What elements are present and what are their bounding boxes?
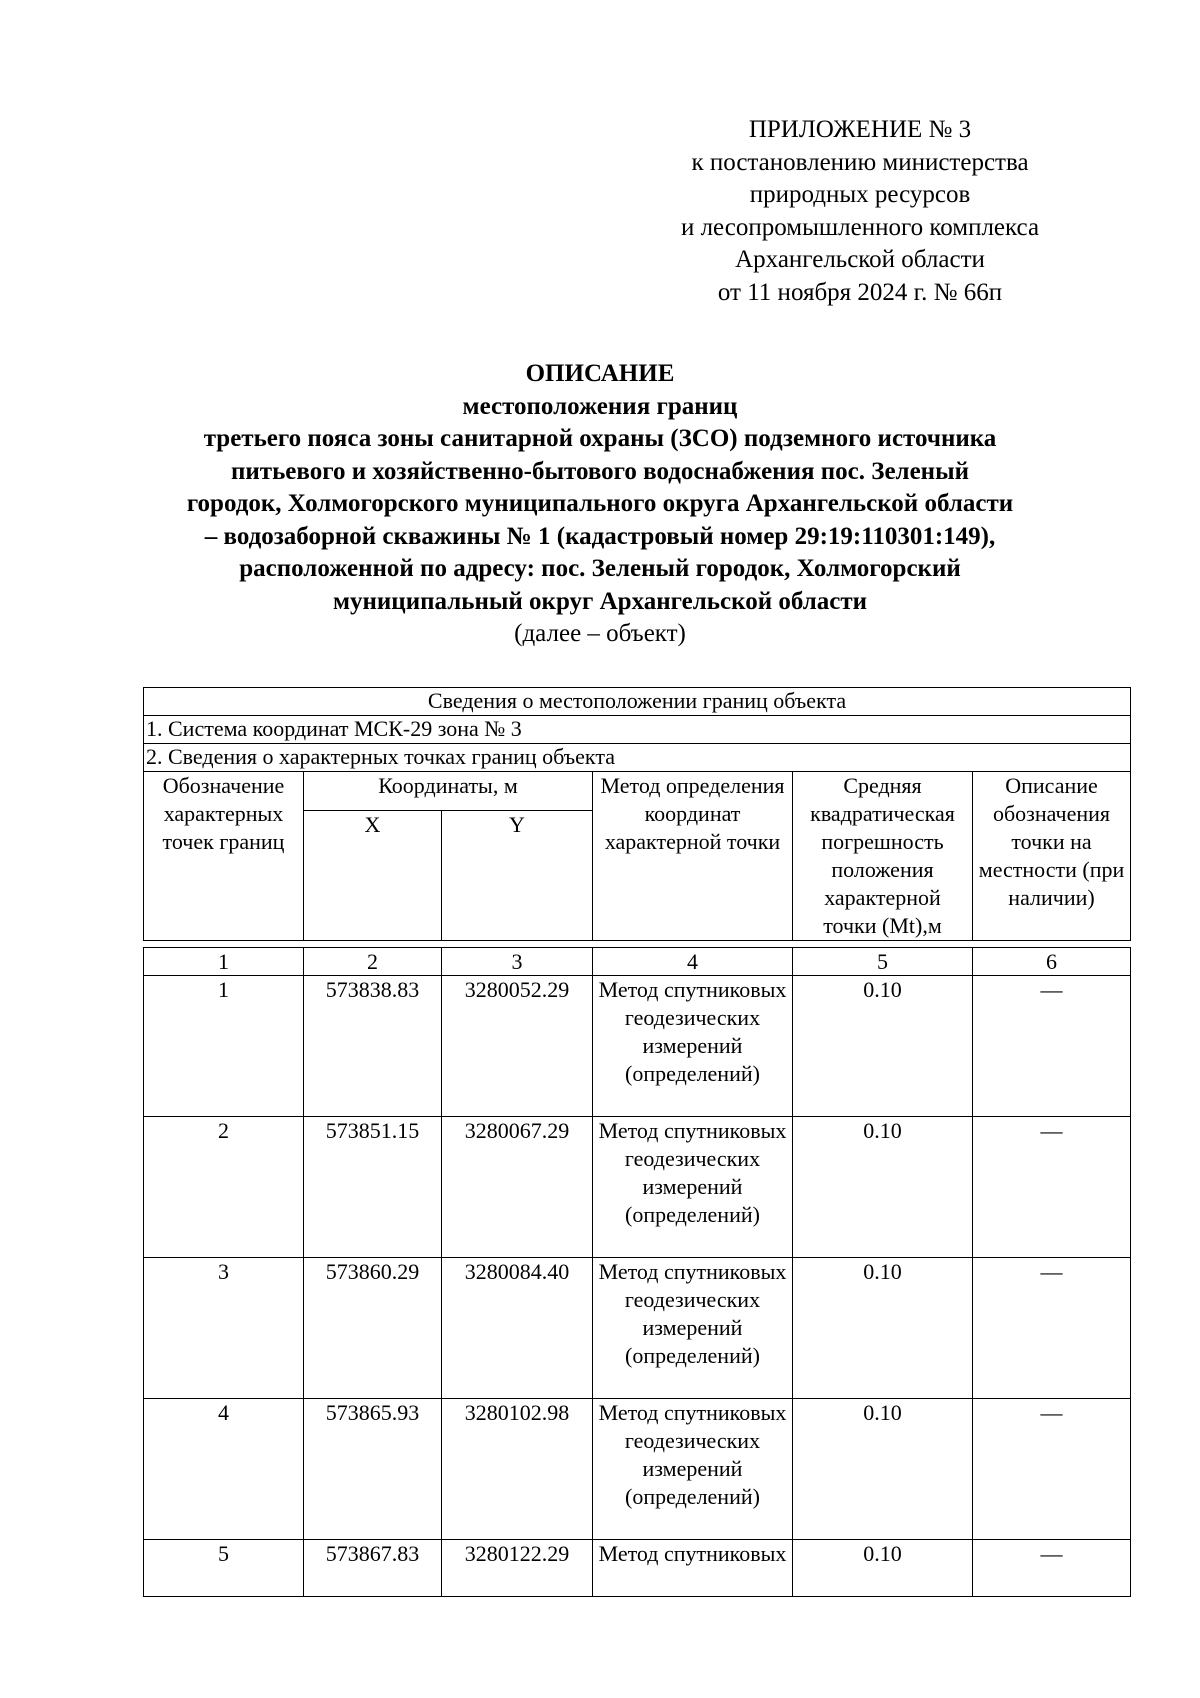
- header-coords: Координаты, м: [304, 772, 593, 811]
- table-row: [144, 976, 1131, 1117]
- column-number: 2: [304, 948, 442, 976]
- error: 0.10: [793, 1258, 973, 1399]
- method: Метод спутниковых геодезических измерений (определений): [593, 1117, 793, 1258]
- description: —: [973, 1258, 1131, 1399]
- appendix-line: Архангельской области: [735, 246, 985, 273]
- header-designation: Обозначение характерных точек границ: [144, 772, 304, 941]
- coord-y: 3280102.98: [442, 1399, 593, 1540]
- coord-x: 573860.29: [304, 1258, 442, 1399]
- coord-y: 3280084.40: [442, 1258, 593, 1399]
- document-title: ОПИСАНИЕ: [525, 360, 675, 387]
- description: —: [973, 1399, 1131, 1540]
- error: 0.10: [793, 1117, 973, 1258]
- column-number: 4: [593, 948, 793, 976]
- point-number: 5: [144, 1540, 304, 1597]
- appendix-line: к постановлению министерства: [691, 148, 1029, 176]
- method: Метод спутниковых геодезических измерений (определений): [593, 1399, 793, 1540]
- method: Метод спутниковых геодезических измерений (определений): [593, 1258, 793, 1399]
- appendix-date: от 11 ноября 2024 г. № 66п: [717, 278, 1003, 306]
- coord-x: 573867.83: [304, 1540, 442, 1597]
- heading-subtitle: (далее – объект): [514, 620, 686, 647]
- point-number: 2: [144, 1117, 304, 1258]
- appendix-line: и лесопромышленного комплекса: [680, 213, 1040, 241]
- appendix-title: ПРИЛОЖЕНИЕ № 3: [748, 116, 972, 143]
- column-numbers-row: [144, 948, 1131, 976]
- table-caption: Сведения о местоположении границ объекта: [144, 688, 1131, 716]
- column-number: 5: [793, 948, 973, 976]
- section-row: [144, 744, 1131, 772]
- heading-line: – водозаборной скважины № 1 (кадастровый номер 29:19:110301:149),: [204, 522, 996, 550]
- points-section: 2. Сведения о характерных точках границ объекта: [144, 744, 1131, 772]
- appendix-line: природных ресурсов: [749, 181, 971, 208]
- coord-x: 573838.83: [304, 976, 442, 1117]
- points-table: [143, 947, 1131, 1597]
- table-row: [144, 1540, 1131, 1597]
- header-method: Метод определения координат характерной точки: [593, 772, 793, 941]
- document-heading: [110, 358, 1090, 651]
- description: —: [973, 1540, 1131, 1597]
- header-row: [144, 772, 1131, 811]
- coord-x: 573851.15: [304, 1117, 442, 1258]
- coordinate-system: 1. Система координат МСК-29 зона № 3: [144, 716, 1131, 744]
- header-x: X: [304, 811, 442, 941]
- point-number: 1: [144, 976, 304, 1117]
- coord-y: 3280122.29: [442, 1540, 593, 1597]
- table-row: [144, 1258, 1131, 1399]
- coord-x: 573865.93: [304, 1399, 442, 1540]
- table-row: [144, 1399, 1131, 1540]
- heading-line: местоположения границ: [462, 392, 738, 420]
- appendix-block: [600, 114, 1120, 309]
- heading-line: расположенной по адресу: пос. Зеленый городок, Холмогорский: [239, 555, 961, 582]
- heading-line: третьего пояса зоны санитарной охраны (ЗСО) подземного источника: [203, 425, 997, 452]
- error: 0.10: [793, 976, 973, 1117]
- column-number: 1: [144, 948, 304, 976]
- description: —: [973, 976, 1131, 1117]
- heading-line: питьевого и хозяйственно-бытового водоснабжения пос. Зеленый: [230, 457, 969, 485]
- description: —: [973, 1117, 1131, 1258]
- header-error: Средняя квадратическая погрешность положения характерной точки (Mt),м: [793, 772, 973, 941]
- coord-y: 3280067.29: [442, 1117, 593, 1258]
- point-number: 4: [144, 1399, 304, 1540]
- method: Метод спутниковых: [593, 1540, 793, 1597]
- coord-y: 3280052.29: [442, 976, 593, 1117]
- column-number: 6: [973, 948, 1131, 976]
- section-row: [144, 716, 1131, 744]
- header-y: Y: [442, 811, 593, 941]
- heading-line: городок, Холмогорского муниципального округа Архангельской области: [186, 490, 1014, 517]
- error: 0.10: [793, 1540, 973, 1597]
- caption-row: [144, 688, 1131, 716]
- column-number: 3: [442, 948, 593, 976]
- point-number: 3: [144, 1258, 304, 1399]
- table-row: [144, 1117, 1131, 1258]
- heading-line: муниципальный округ Архангельской области: [332, 587, 868, 615]
- header-description: Описание обозначения точки на местности (при наличии): [973, 772, 1131, 941]
- header-table: [143, 687, 1131, 941]
- method: Метод спутниковых геодезических измерений (определений): [593, 976, 793, 1117]
- error: 0.10: [793, 1399, 973, 1540]
